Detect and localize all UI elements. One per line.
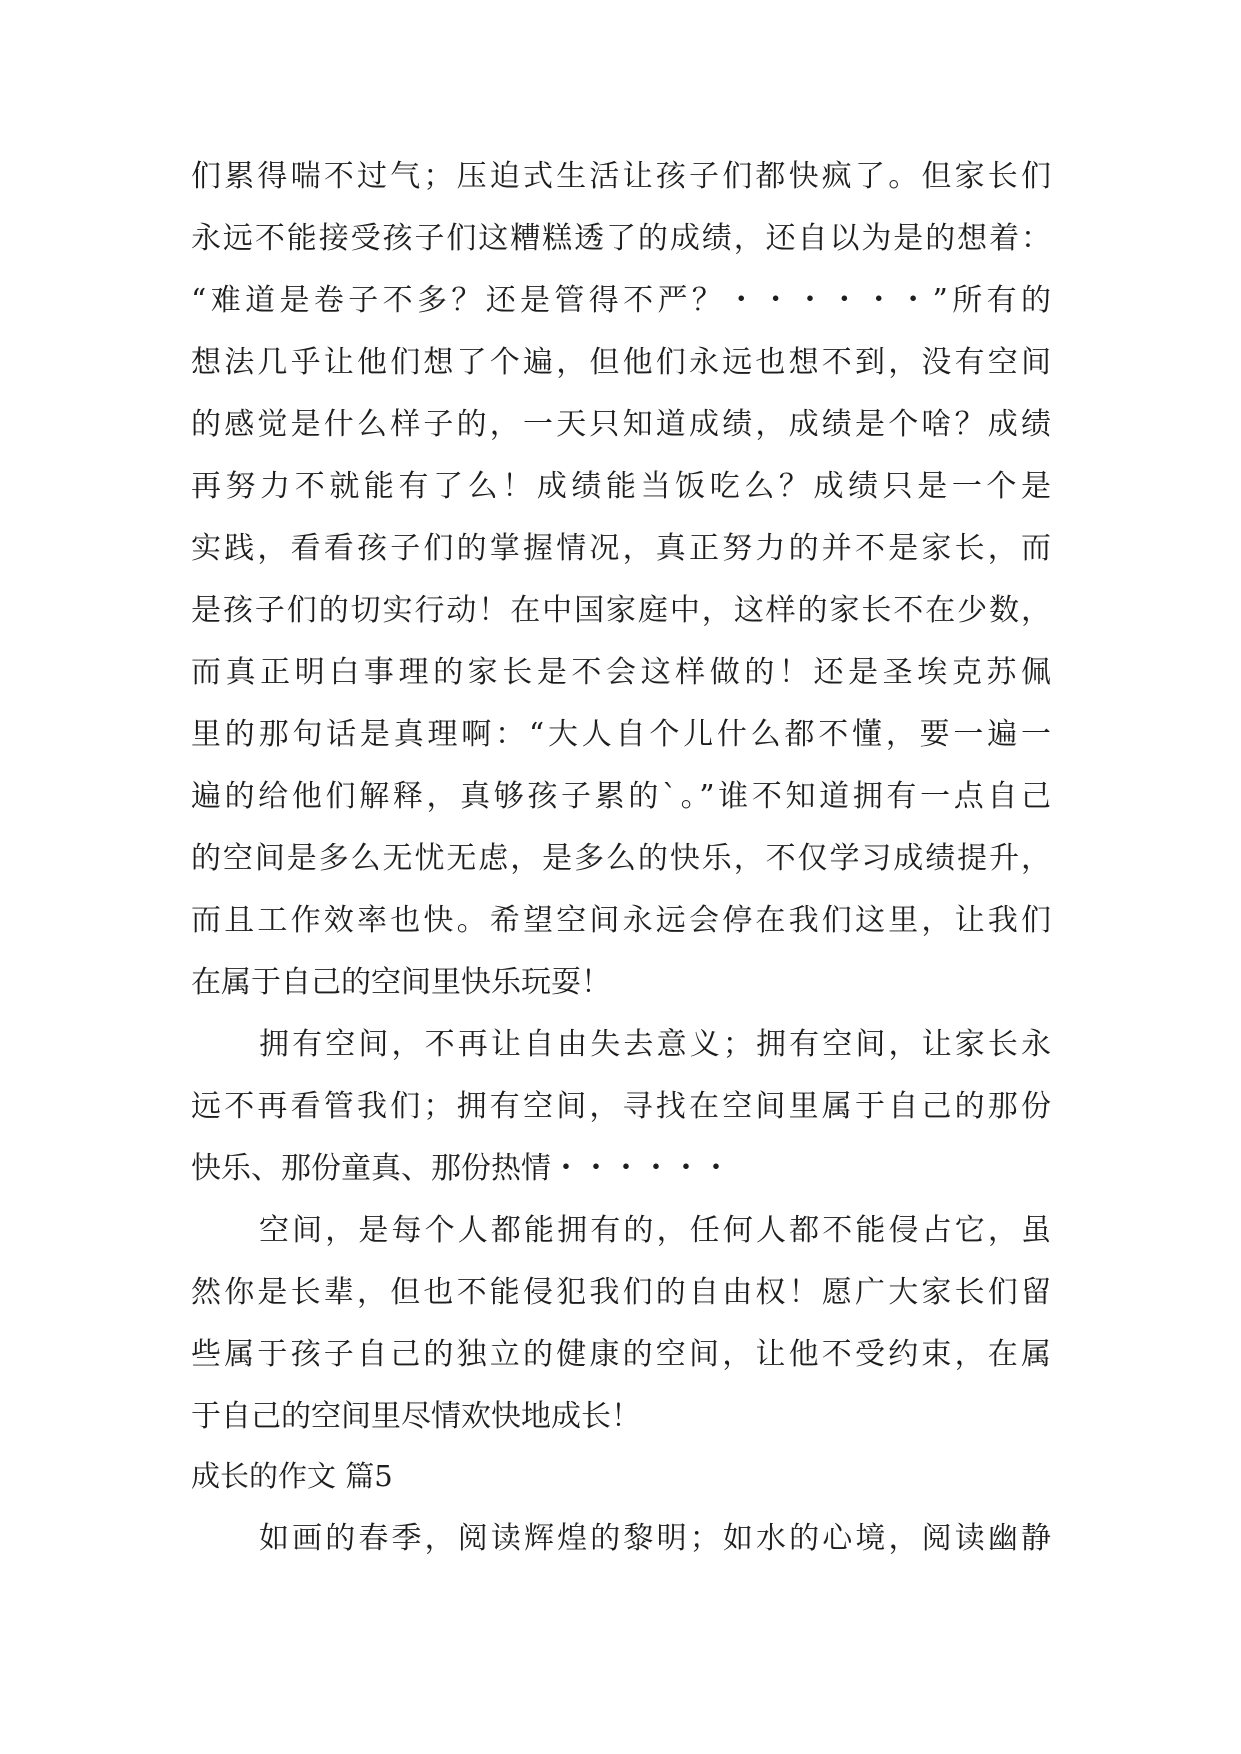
paragraph-line: 空间，是每个人都能拥有的，任何人都不能侵占它，虽: [259, 1213, 1051, 1248]
paragraph-line: 再努力不就能有了么！成绩能当饭吃么？成绩只是一个是: [191, 469, 1051, 504]
paragraph-line: 如画的春季，阅读辉煌的黎明；如水的心境，阅读幽静: [259, 1521, 1051, 1556]
paragraph-2: [191, 1014, 1051, 1200]
paragraph-line: 里的那句话是真理啊：“大人自个儿什么都不懂，要一遍一: [191, 717, 1051, 752]
paragraph-line: 拥有空间，不再让自由失去意义；拥有空间，让家长永: [259, 1027, 1051, 1062]
paragraph-line: 的感觉是什么样子的，一天只知道成绩，成绩是个啥？成绩: [191, 407, 1051, 442]
paragraph-line: 实践，看看孩子们的掌握情况，真正努力的并不是家长，而: [191, 531, 1051, 566]
paragraph-line: 们累得喘不过气；压迫式生活让孩子们都快疯了。但家长们: [191, 159, 1051, 194]
paragraph-3: [191, 1200, 1051, 1448]
paragraph-4: [191, 1508, 1051, 1570]
paragraph-line: “难道是卷子不多？还是管得不严？・・・・・・”所有的: [191, 283, 1051, 318]
paragraph-line: 快乐、那份童真、那份热情・・・・・・: [191, 1151, 731, 1186]
paragraph-line: 然你是长辈，但也不能侵犯我们的自由权！愿广大家长们留: [191, 1275, 1051, 1310]
paragraph-line: 是孩子们的切实行动！在中国家庭中，这样的家长不在少数，: [191, 593, 1051, 628]
paragraph-1: [191, 146, 1051, 1014]
section-heading: 成长的作文 篇5: [191, 1459, 393, 1493]
paragraph-line: 遍的给他们解释，真够孩子累的`。”谁不知道拥有一点自己: [191, 779, 1051, 814]
paragraph-line: 而且工作效率也快。希望空间永远会停在我们这里，让我们: [191, 903, 1051, 938]
paragraph-line: 于自己的空间里尽情欢快地成长！: [191, 1399, 641, 1434]
paragraph-line: 在属于自己的空间里快乐玩耍！: [191, 965, 611, 1000]
paragraph-line: 的空间是多么无忧无虑，是多么的快乐，不仅学习成绩提升，: [191, 841, 1051, 876]
paragraph-line: 些属于孩子自己的独立的健康的空间，让他不受约束，在属: [191, 1337, 1051, 1372]
paragraph-line: 想法几乎让他们想了个遍，但他们永远也想不到，没有空间: [191, 345, 1051, 380]
paragraph-line: 永远不能接受孩子们这糟糕透了的成绩，还自以为是的想着：: [191, 221, 1051, 256]
paragraph-line: 而真正明白事理的家长是不会这样做的！还是圣埃克苏佩: [191, 655, 1051, 690]
paragraph-line: 远不再看管我们；拥有空间，寻找在空间里属于自己的那份: [191, 1089, 1051, 1124]
